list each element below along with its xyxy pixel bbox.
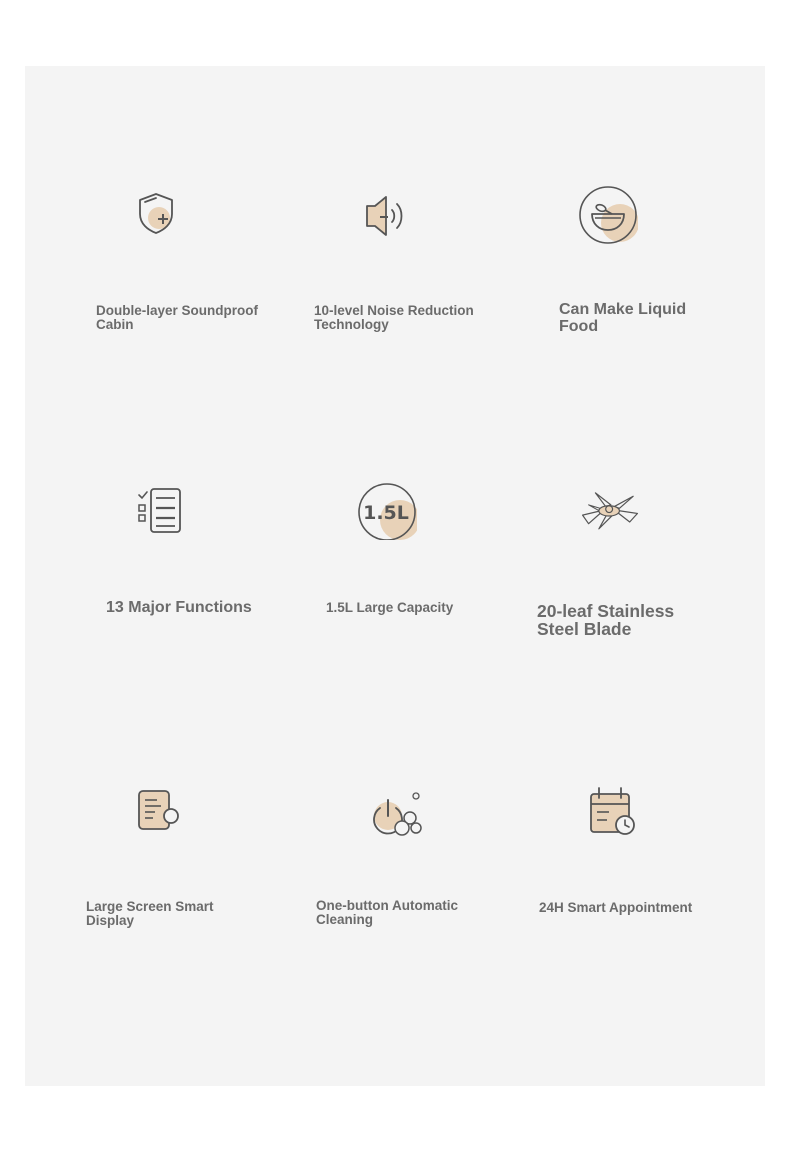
shield-plus-icon — [126, 182, 186, 242]
power-bubbles-icon — [366, 788, 426, 848]
feature-label-stainless-blade: 20-leaf Stainless Steel Blade — [537, 601, 675, 640]
feature-label-smart-display: Large Screen Smart Display — [86, 899, 214, 929]
feature-label-noise-reduction: 10-level Noise Reduction Technology — [314, 303, 474, 333]
blade-icon — [580, 480, 640, 540]
calendar-clock-icon — [581, 780, 641, 840]
bowl-spoon-icon — [578, 184, 638, 244]
speaker-minus-icon — [357, 186, 417, 246]
capacity-icon-text: 1.5L — [363, 502, 409, 524]
feature-label-smart-appointment: 24H Smart Appointment — [539, 900, 693, 915]
feature-label-large-capacity: 1.5L Large Capacity — [326, 600, 454, 615]
feature-label-soundproof-cabin: Double-layer Soundproof Cabin — [96, 303, 258, 333]
screen-display-icon — [129, 780, 189, 840]
checklist-icon — [131, 480, 191, 540]
capacity-icon — [357, 480, 417, 540]
feature-label-liquid-food: Can Make Liquid Food — [559, 301, 687, 335]
feature-label-major-functions: 13 Major Functions — [106, 599, 252, 616]
feature-label-auto-cleaning: One-button Automatic Cleaning — [316, 898, 458, 928]
features-panel — [25, 66, 765, 1086]
